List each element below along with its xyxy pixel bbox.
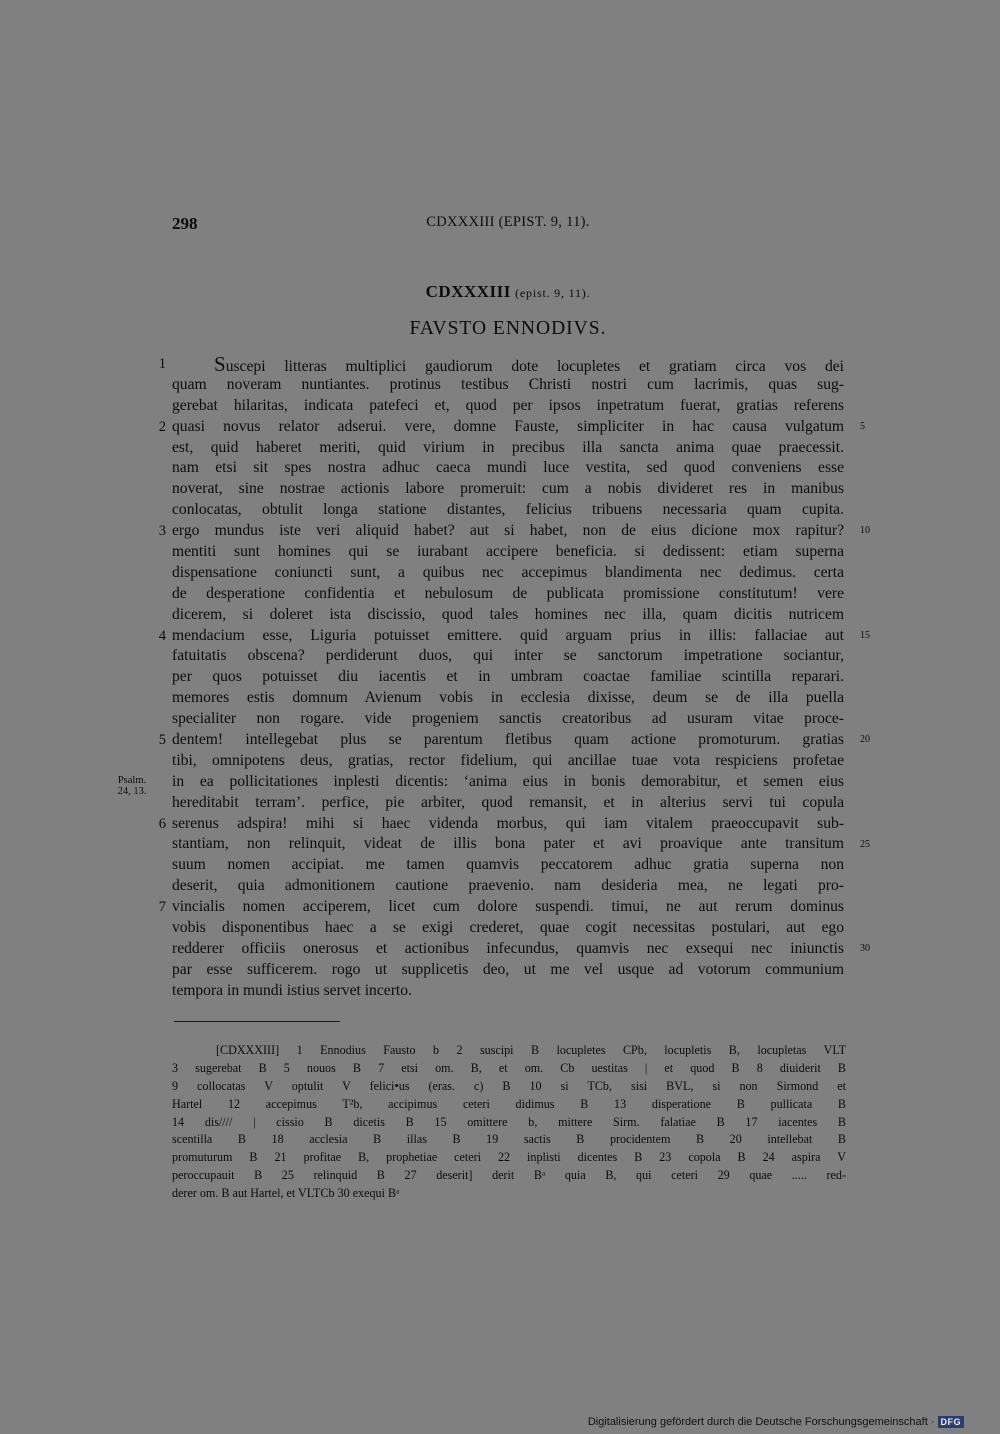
note-line: Hartel 12 accepimus T²b, accipimus ceteri didimus B 13 disperatione B pullicata B [172,1096,846,1111]
footnote-rule [174,1021,340,1022]
text-line: serenus adspira! mihi si haec videnda morbus, qui iam vitalem praeoccupavit sub- [172,814,844,832]
text-line: quasi novus relator adserui. vere, domne Fauste, simpliciter in hac causa vulgatum [172,417,844,435]
text-line: ergo mundus iste veri aliquid habet? aut si habet, non de eius dicione mox rapitur? [172,522,844,540]
letter-title [172,282,844,302]
text-line: mendacium esse, Liguria potuisset emittere. quid arguam prius in illis: fallaciae aut [172,626,844,644]
text-line: vincialis nomen acciperem, licet cum dolore suspendi. timui, ne aut rerum dominus [172,898,844,916]
critical-apparatus [172,1042,846,1203]
line-number: 10 [860,525,870,537]
text-line: per quos potuisset diu iacentis et in umbram coactae familiae scintilla reparari. [172,668,844,686]
text-line: est, quid haberet meriti, quid virium in precibus illa sancta anima quae praecessit. [172,438,844,456]
text-line: memores estis domnum Avienum vobis in ecclesia dixisse, deum se de illa puella [172,689,844,707]
text-line: Suscepi litteras multiplici gaudiorum dote locupletes et gratiam circa vos dei [214,352,844,376]
line-number: 25 [860,838,870,850]
text-line: conlocatas, obtulit longa statione distantes, felicius tribuens necessaria quam cupita. [172,501,844,519]
line-number: 15 [860,629,870,641]
text-line: vobis disponentibus haec a se exigi crederet, quae cogit necessitas postulari, aut ego [172,919,844,937]
text-line: dispensatione coniuncti sunt, a quibus nec accepimus blandimenta nec dedimus. certa [172,563,844,581]
text-line: suum nomen accipiat. me tamen quamvis peccatorem adhuc gratia superna non [172,856,844,874]
letter-ref: (epist. 9, 11). [515,286,591,300]
letter-body [172,354,844,1002]
paragraph-number: 6 [158,815,166,832]
note-line: 9 collocatas V optulit V felici•us (eras. c) B 10 si TCb, sisi BVL, si non Sirmond et [172,1078,846,1093]
text-line: dicerem, si doleret ista discissio, quod tales homines nec illa, quam dicitis nutricem [172,605,844,623]
text-line: gerebat hilaritas, indicata patefeci et, quod per ipsos inpetratum fuerat, gratias referens [172,396,844,414]
letter-address: FAVSTO ENNODIVS. [409,318,607,339]
paragraph-number: 2 [158,418,166,435]
letter-number: CDXXXIII [425,282,511,301]
text-line: par esse sufficerem. rogo ut supplicetis deo, ut me vel usque ad votorum communium [172,960,844,978]
text-line: redderer officiis onerosus et actionibus infecundus, quamvis nec exsequi nec iniunctis [172,939,844,957]
text-line: stantiam, non relinquit, videat de illis bona pater et avi proavique ante transitum [172,835,844,853]
paragraph-number: 4 [158,627,166,644]
marginal-reference: Psalm. 24, 13. [117,775,147,797]
text-line: deserit, quia admonitionem cautione praevenio. nam desideria mea, ne legati pro- [172,877,844,895]
note-line: promuturum B 21 profitae B, prophetiae ceteri 22 inplisti dicentes B 23 copola B 24 aspira V [172,1150,846,1165]
line-number: 30 [860,943,870,955]
running-head: CDXXXIII (EPIST. 9, 11). [426,214,590,230]
text-line: specialiter non rogare. vide progeniem sanctis creatoribus ad usuram vitae proce- [172,710,844,728]
paragraph-number: 1 [158,356,166,372]
text-line: tibi, omnipotens deus, gratias, rector fidelium, qui ancillae tuae vota respiciens profetae [172,751,844,769]
note-line: peroccupauit B 25 relinquid B 27 deserit] derit Bᵃ quia B, qui ceteri 29 quae ..... red- [172,1168,846,1183]
note-line: 14 dis//// | cissio B dicetis B 15 omittere b, mittere Sirm. falatiae B 17 iacentes B [172,1114,846,1129]
page-number: 298 [172,214,198,233]
note-line: scentilla B 18 acclesia B illas B 19 sactis B procidentem B 20 intellebat B [172,1132,846,1147]
note-line: 3 sugerebat B 5 nouos B 7 etsi om. B, et om. Cb uestitas | et quod B 8 diuiderit B [172,1060,846,1075]
note-line: [CDXXXIII] 1 Ennodius Fausto b 2 suscipi B locupletes CPb, locupletis B, locupletas VLT [216,1043,846,1057]
paragraph-number: 5 [158,732,166,749]
paragraph-number: 3 [158,523,166,540]
text-line: tempora in mundi istius servet incerto. [172,981,412,999]
line-number: 20 [860,734,870,746]
footer-text: Digitalisierung gefördert durch die Deutsche Forschungsgemeinschaft · [587,1416,935,1428]
line-number: 5 [860,420,865,432]
text-line: mentiti sunt homines qui se iurabant accipere beneficia. si dedissent: etiam superna [172,543,844,561]
text-line: dentem! intellegebat plus se parentum fletibus quam actione promoturum. gratias [172,731,844,749]
text-line: fatuitatis obscena? perdiderunt duos, qui inter se sanctorum impetratione sociantur, [172,647,844,665]
text-line: in ea pollicitationes inplesti dicentis: ‘anima eius in bonis demorabitur, et semen eius [172,772,844,790]
text-line: nam etsi sit spes nostra adhuc caeca mundi luce vestita, sed quod conveniens esse [172,459,844,477]
text-line: noverat, sine nostrae actionis labore promeruit: cum a nobis divideret res in manibus [172,480,844,498]
funding-footer [588,1416,964,1428]
note-line: derer om. B aut Hartel, et VLTCb 30 exequi Bᵃ [172,1186,400,1201]
text-line: quam noveram nuntiantes. protinus testibus Christi nostri cum lacrimis, quas sug- [172,375,844,393]
dfg-logo: DFG [938,1416,965,1428]
paragraph-number: 7 [158,899,166,916]
text-line: hereditabit terram’. perfice, pie arbiter, quod remansit, et in alterius servi tui copula [172,793,844,811]
page-header [172,214,844,236]
text-line: de desperatione confidentia et nebulosum de publicata promissione constitutum! vere [172,584,844,602]
